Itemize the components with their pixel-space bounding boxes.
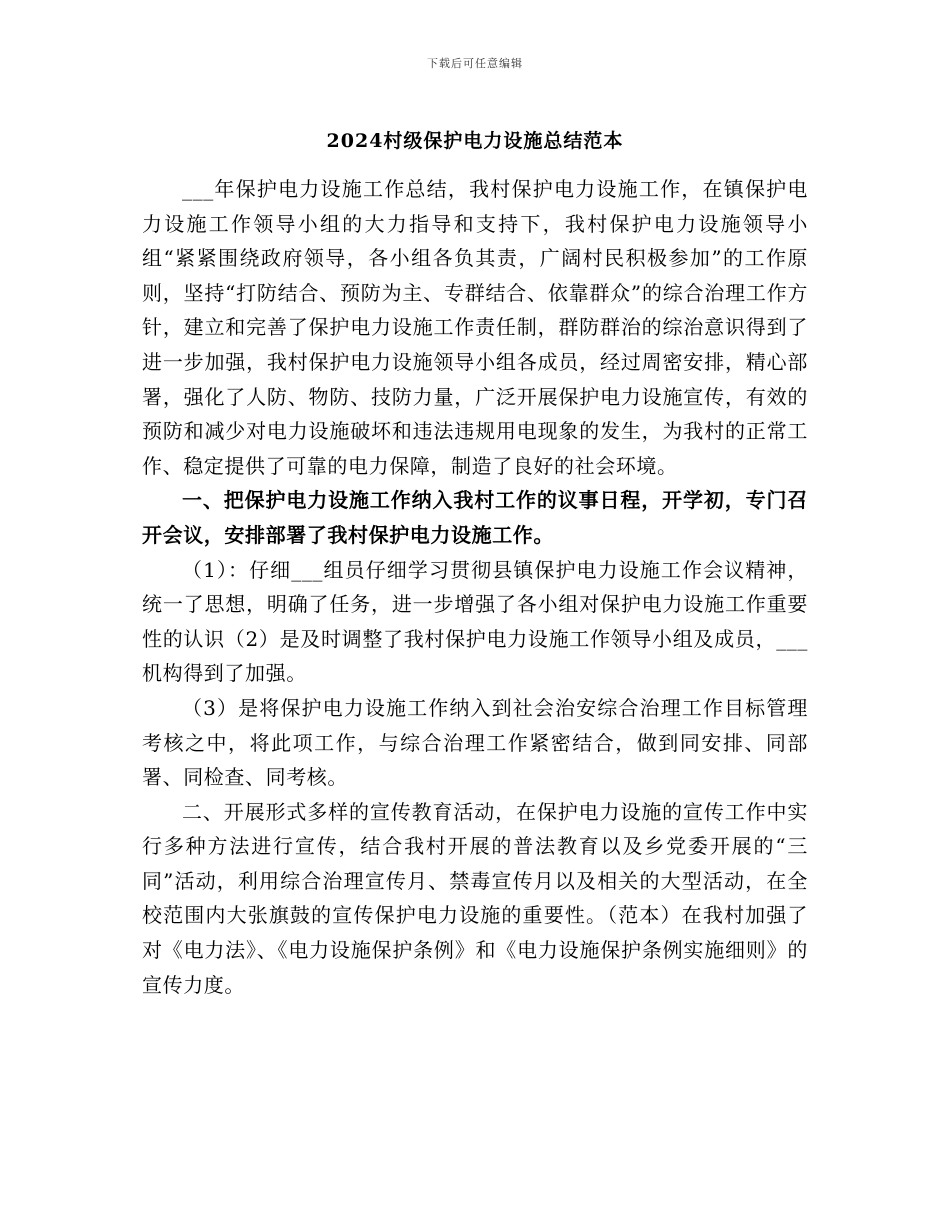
page-header-note: 下载后可任意编辑: [427, 57, 523, 70]
document-title: 2024村级保护电力设施总结范本: [326, 130, 624, 152]
paragraph-item-1-2: （1）：仔细___组员仔细学习贯彻县镇保护电力设施工作会议精神，统一了思想，明确了任务，进一步增强了各小组对保护电力设施工作重要性的认识（2）是及时调整了我村保护电力设施工作领导小组及成员，___机构得到了加强。: [142, 557, 808, 686]
paragraph-section-one-heading: 一、把保护电力设施工作纳入我村工作的议事日程，开学初，专门召开会议，安排部署了我村保护电力设施工作。: [142, 488, 808, 547]
paragraph-item-3: （3）是将保护电力设施工作纳入到社会治安综合治理工作目标管理考核之中，将此项工作，与综合治理工作紧密结合，做到同安排、同部署、同检查、同考核。: [142, 695, 808, 790]
paragraph-summary-intro: ___年保护电力设施工作总结，我村保护电力设施工作，在镇保护电力设施工作领导小组的大力指导和支持下，我村保护电力设施领导小组“紧紧围绕政府领导，各小组各负其责，广阔村民积极参加”的工作原则，坚持“打防结合、预防为主、专群结合、依靠群众”的综合治理工作方针，建立和完善了保护电力设施工作责任制，群防群治的综治意识得到了进一步加强，我村保护电力设施领导小组各成员，经过周密安排，精心部署，强化了人防、物防、技防力量，广泛开展保护电力设施宣传，有效的预防和减少对电力设施破坏和违法违规用电现象的发生，为我村的正常工作、稳定提供了可靠的电力保障，制造了良好的社会环境。: [142, 177, 808, 478]
paragraph-section-two: 二、开展形式多样的宣传教育活动，在保护电力设施的宣传工作中实行多种方法进行宣传，结合我村开展的普法教育以及乡党委开展的“三同”活动，利用综合治理宣传月、禁毒宣传月以及相关的大型活动，在全校范围内大张旗鼓的宣传保护电力设施的重要性。（范本）在我村加强了对《电力法》、《电力设施保护条例》和《电力设施保护条例实施细则》的宣传力度。: [142, 799, 808, 997]
document-body: [142, 172, 808, 1002]
